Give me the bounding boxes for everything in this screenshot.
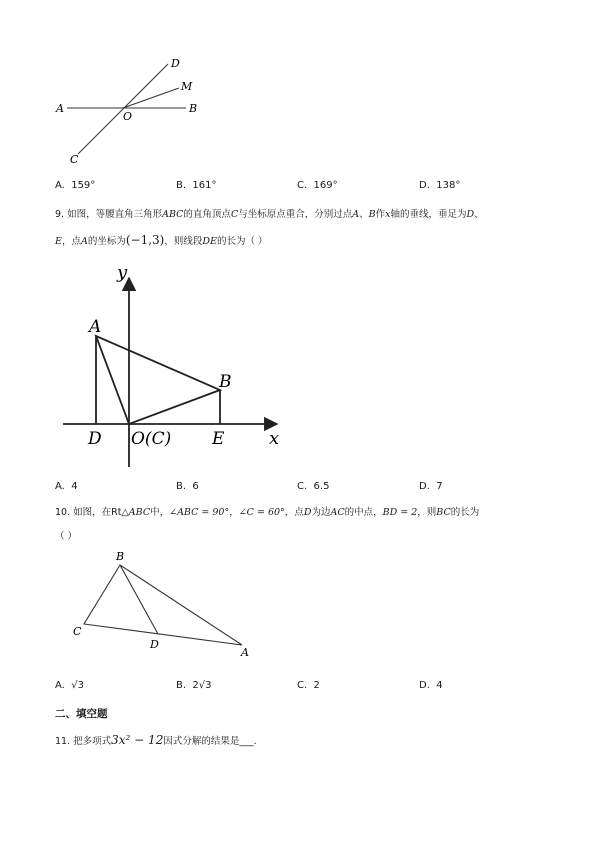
label-B: B <box>219 372 232 392</box>
q9-option-a: A. 4 <box>55 481 78 492</box>
q9-line2: E，点A的坐标为(−1,3)，则线段DE的长为（ ） <box>55 233 268 247</box>
label-B: B <box>116 550 125 563</box>
label-A: A <box>241 646 249 659</box>
line-cd <box>78 64 168 154</box>
q10-option-d: D. 4 <box>419 680 443 691</box>
q9-option-c: C. 6.5 <box>297 481 330 492</box>
label-E: E <box>212 429 225 449</box>
label-D: D <box>150 638 159 651</box>
label-y: y <box>117 262 128 283</box>
q10-option-b: B. 2√3 <box>176 680 212 691</box>
label-D: D <box>88 429 102 449</box>
label-C: C <box>73 625 82 638</box>
label-A: A <box>56 102 64 115</box>
q8-option-d: D. 138° <box>419 180 461 191</box>
label-B: B <box>189 102 198 115</box>
q9-option-b: B. 6 <box>176 481 199 492</box>
triangle-abc <box>84 565 242 645</box>
figure-q10 <box>70 548 260 660</box>
figure-q8 <box>50 55 210 170</box>
label-O: O(C) <box>131 429 172 449</box>
q9-option-d: D. 7 <box>419 481 443 492</box>
label-x: x <box>269 428 280 449</box>
section-title: 二、填空题 <box>55 708 108 720</box>
label-M: M <box>181 80 193 93</box>
q10-line1: 10. 如图，在Rt△ABC中，∠ABC = 90°，∠C = 60°，点D为边AC的中点，BD = 2，则BC的长为 <box>55 507 480 518</box>
q8-option-a: A. 159° <box>55 180 96 191</box>
q9-line1: 9. 如图，等腰直角三角形ABC的直角顶点C与坐标原点重合，分别过点A、B作x轴的垂线，垂足为D、 <box>55 209 484 220</box>
q10-option-c: C. 2 <box>297 680 320 691</box>
label-A: A <box>89 317 102 337</box>
segment-bd <box>120 565 158 634</box>
q8-option-c: C. 169° <box>297 180 338 191</box>
label-D: D <box>171 57 180 70</box>
ray-om <box>123 88 179 108</box>
triangle-abc <box>96 336 220 424</box>
q8-option-b: B. 161° <box>176 180 217 191</box>
label-O: O <box>123 110 133 123</box>
q11-text: 11. 把多项式3x² − 12因式分解的结果是___. <box>55 733 257 747</box>
q10-line2: （ ） <box>55 531 78 542</box>
q10-option-a: A. √3 <box>55 680 84 691</box>
label-C: C <box>70 153 79 166</box>
figure-q9 <box>55 260 295 475</box>
